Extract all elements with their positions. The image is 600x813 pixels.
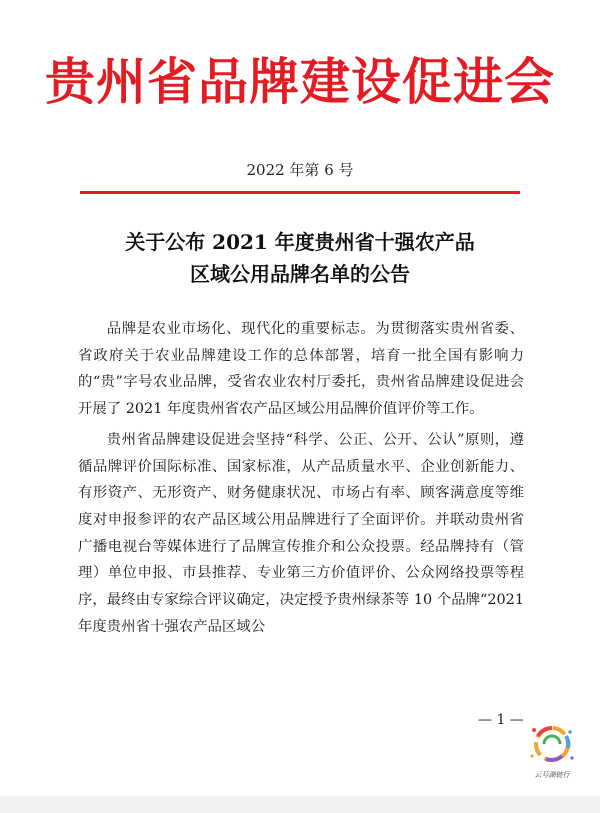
- document-number: 2022 年第 6 号: [246, 161, 354, 179]
- watermark-logo: [522, 722, 582, 784]
- red-divider: [80, 191, 520, 194]
- swirl-logo-icon: [522, 722, 582, 772]
- document-body: [78, 316, 524, 644]
- announcement-title: [0, 226, 600, 290]
- title-line-2: 区域公用品牌名单的公告: [190, 262, 410, 286]
- page-number: — 1 —: [478, 712, 524, 728]
- title-line-1: 关于公布 2021 年度贵州省十强农产品: [125, 230, 475, 254]
- masthead-title: 贵州省品牌建设促进会: [45, 53, 555, 111]
- watermark-text: 云号湖链行: [534, 771, 570, 779]
- paragraph-1: 品牌是农业市场化、现代化的重要标志。为贯彻落实贵州省委、省政府关于农业品牌建设工作的总体部署，培育一批全国有影响力的“贵”字号农业品牌，受省农业农村厅委托，贵州省品牌建设促进会开展了 2021 年度贵州省农产品区域公用品牌价值评价等工作。: [78, 321, 524, 418]
- paragraph-2: 贵州省品牌建设促进会坚持“科学、公正、公开、公认”原则，遵循品牌评价国际标准、国家标准，从产品质量水平、企业创新能力、有形资产、无形资产、财务健康状况、市场占有率、顾客满意度等维度对申报参评的农产品区域公用品牌进行了全面评价。并联动贵州省广播电视台等媒体进行了品牌宣传推介和公众投票。经品牌持有（管理）单位申报、市县推荐、专业第三方价值评价、公众网络投票等程序，最终由专家综合评议确定，决定授予贵州绿茶等 10 个品牌“2021 年度贵州省十强农产品区域公: [78, 431, 524, 635]
- bottom-band: [0, 796, 600, 813]
